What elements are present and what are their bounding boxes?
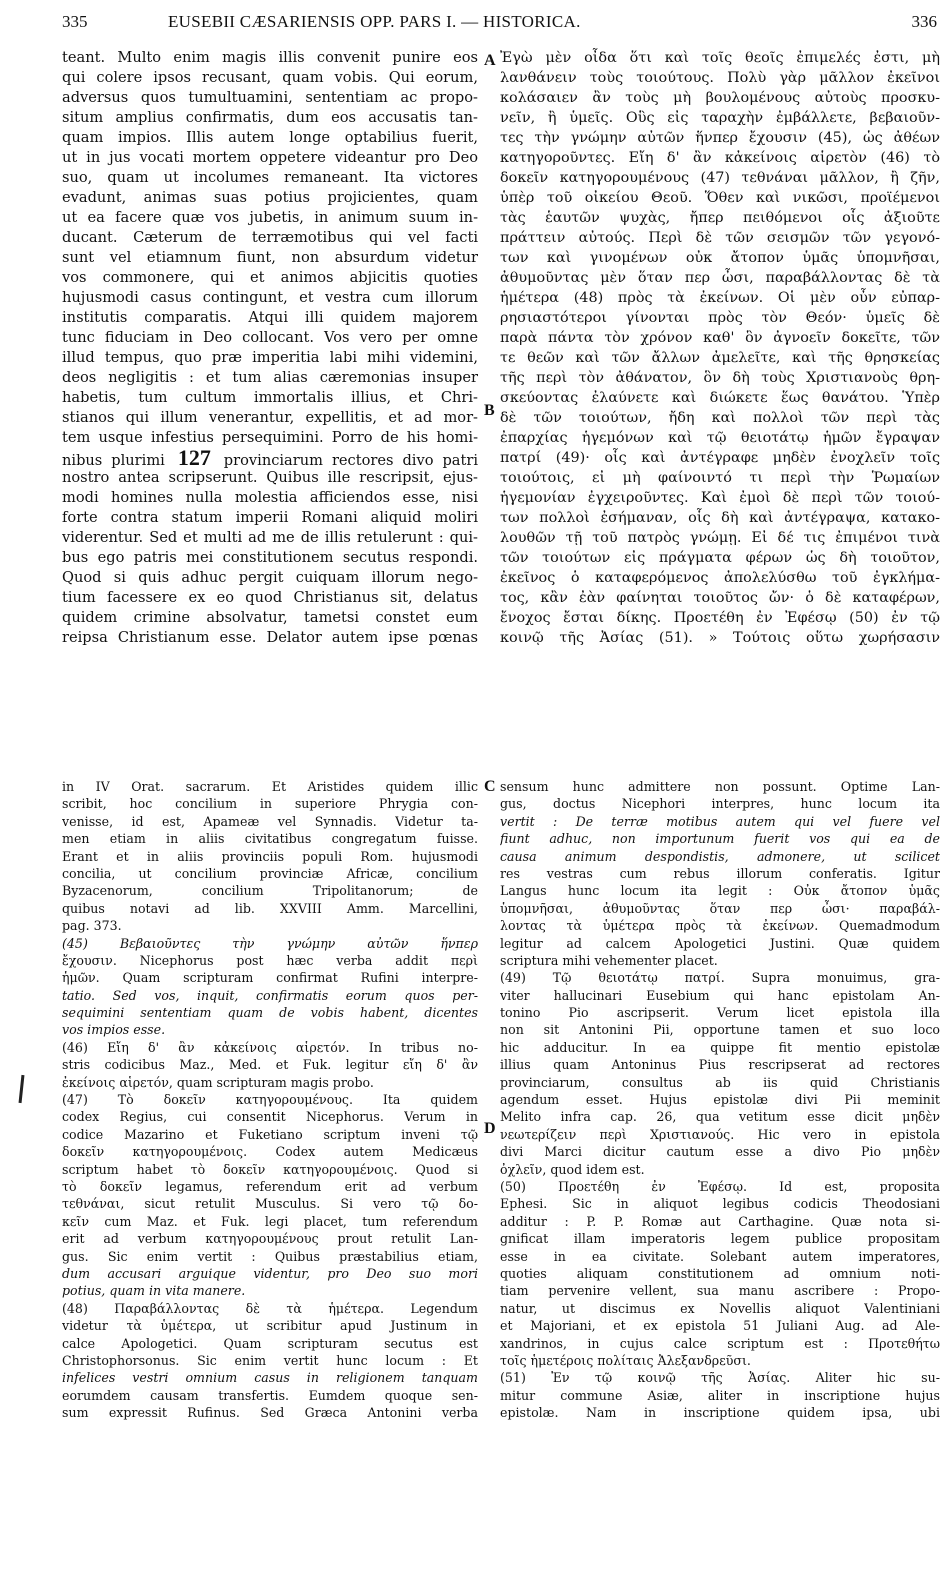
section-marker-d: D (484, 1120, 496, 1137)
section-marker-a: A (484, 52, 496, 69)
note-line: quoties aliquam constitutionem ad omnium noti- (500, 1265, 940, 1281)
text-line: hujusmodi casus contingunt, et vestra cum illorum (62, 289, 478, 306)
text-line: quidem crimine absolvatur, tametsi constet eum (62, 609, 478, 626)
note-line: sensum hunc admittere non possunt. Optime Lan- (500, 779, 940, 794)
note-line: ὀχλεῖν, quod idem est. (500, 1161, 645, 1177)
note-line: Christophorsonus. Sic enim vertit hunc locum : Et (62, 1352, 478, 1368)
text-line: quam impios. Illis autem longe optabilius fuerit, (62, 129, 478, 146)
note-line: Langus hunc locum ita legit : Οὐκ ἄτοπον ὑμᾶς (500, 883, 940, 899)
text-line: ἡμέτερα (48) πρὸς τὰ ἐκείνων. Οἱ μὲν οὖν εὐπαρ- (500, 290, 940, 306)
greek-text-column (500, 48, 940, 648)
note-line: ἐκείνοις αἱρετόν, quam scripturam magis probo. (62, 1074, 374, 1090)
note-line: epistolæ. Nam in inscriptione quidem ipsa, ubi (500, 1405, 940, 1421)
text-line: τος, κἂν ἐὰν φαίνηται τοιοῦτος ὤν· ὁ δὲ καταφέρων, (500, 590, 940, 606)
text-line: vos commonere, qui et animos abjicitis quoties (62, 269, 478, 286)
page-number-left: 335 (62, 12, 88, 31)
note-line: ἡμῶν. Quam scripturam confirmat Rufini interpre- (62, 970, 478, 986)
note-line: ὑπομνῆσαι, ἀθυμοῦντας ὅταν περ ὦσι· παραβάλ- (500, 900, 940, 916)
note-line: scriptura mihi vehementer placet. (500, 952, 718, 968)
text-line-with-page-number (62, 448, 478, 468)
note-line: κεῖν cum Maz. et Fuk. legi placet, tum referendum (62, 1213, 478, 1229)
text-line: qui colere ipsos recusant, quam vobis. Qui eorum, (62, 69, 478, 86)
text-line: ἐπαρχίας ἡγεμόνων καὶ τῷ θειοτάτῳ ἡμῶν ἔγραψαν (500, 430, 940, 446)
section-marker-c: C (484, 778, 496, 795)
note-line: dum accusari arguique videntur, pro Deo suo mori (62, 1265, 478, 1281)
text-line: Ἐγὼ μὲν οἶδα ὅτι καὶ τοῖς θεοῖς ἐπιμελές ἐστι, μὴ (500, 50, 940, 66)
note-line: mitur commune Asiæ, aliter in inscriptione hujus (500, 1387, 940, 1403)
text-line: tem usque infestius persequimini. Porro de his homi- (62, 429, 478, 446)
note-line: (50) Προετέθη ἐν Ἐφέσῳ. Id est, proposita (500, 1178, 940, 1194)
text-line: tium facessere ex eo quod Christianus sit, delatus (62, 589, 478, 606)
note-line: illius quam Antoninus Pius rescripserat ad rectores (500, 1057, 940, 1073)
note-line: gnificat illam imperatoris legem publice propositam (500, 1231, 940, 1247)
note-line: et Majoriani, et ex epistola 51 Juliani Aug. ad Ale- (500, 1318, 940, 1334)
note-line: tiam pervenire vellent, sua manu ascribere : Propo- (500, 1283, 940, 1299)
text-line: τῶν τοιούτων εἰς πράγματα φέρων ὡς δὴ τοιοῦτον, (500, 550, 940, 566)
text-line: deos negligitis : et tum alias cæremonias insuper (62, 369, 478, 386)
note-line: venisse, id est, Apameæ vel Synnadis. Videtur ta- (62, 813, 478, 829)
text-line: ἐκεῖνος ὁ καταφερόμενος ἀπολελύσθω τοῦ ἐγκλήμα- (500, 570, 940, 586)
note-line: τοῖς ἡμετέροις πολίταις Ἀλεξανδρεῦσι. (500, 1352, 751, 1368)
note-line: sequimini sententiam quam de vobis habent, dicentes (62, 1005, 478, 1021)
text-line: τῆς περὶ τὸν ἀθάνατον, ὃν δὴ τοὺς Χριστιανοὺς θρη- (500, 370, 940, 386)
margin-mark (19, 1075, 25, 1103)
note-line: (47) Τὸ δοκεῖν κατηγορουμένους. Ita quidem (62, 1092, 478, 1108)
note-line: men etiam in aliis civitatibus congregatum fuisse. (62, 831, 478, 847)
text-line: bus ego patris mei constitutionem secutus respondi. (62, 549, 478, 566)
text-fragment: provinciarum rectores divo patri (223, 452, 478, 468)
text-line: λουθῶν τῇ τοῦ πατρὸς γνώμῃ. Εἰ δέ τις ἐπιμένοι τινὰ (500, 530, 940, 546)
text-fragment: nibus plurimi (62, 452, 165, 468)
text-line: λανθάνειν τοὺς τοιούτους. Πολὺ γὰρ μᾶλλον ἐκεῖνοι (500, 70, 940, 86)
note-line: infelices vestri omnium casus in religionem tanquam (62, 1370, 478, 1386)
running-header (0, 12, 951, 36)
text-line: ἔνοχος ἔσται δίκης. Προετέθη ἐν Ἐφέσῳ (50) ἐν τῷ (500, 610, 940, 626)
text-line: nostro antea scripserunt. Quibus ille rescripsit, ejus- (62, 469, 478, 486)
note-line: provinciarum, consultus ab iis quid Christianis (500, 1074, 940, 1090)
notes-column-right (500, 778, 940, 1421)
text-line: ut in jus vocati mortem oppetere videantur pro Deo (62, 149, 478, 166)
note-line: gus, doctus Nicephori interpres, hunc locum ita (500, 796, 940, 812)
text-line: δὲ τῶν τοιούτων, ἤδη καὶ πολλοὶ τῶν περὶ τὰς (500, 410, 940, 426)
note-line: tonino Pio ascripserit. Verum licet epistola illa (500, 1005, 940, 1021)
text-line: ut ea facere quæ vos jubetis, in animum suum in- (62, 209, 478, 226)
text-line: tunc fiduciam in Deo collocant. Vos vero per omne (62, 329, 478, 346)
note-line: stris codicibus Maz., Med. et Fuk. legitur εἴη δ' ἂν (62, 1057, 478, 1073)
inline-page-number: 127 (177, 448, 211, 468)
note-line: vertit : De terræ motibus autem qui vel fuere vel (500, 813, 940, 829)
text-line: ἡγεμονίαν ἐγχειροῦντες. Καὶ ἐμοὶ δὲ περὶ τῶν τοιού- (500, 490, 940, 506)
note-line: causa animum despondistis, admonere, ut scilicet (500, 848, 940, 864)
text-line: τοιούτοις, εἰ μὴ φαίνοιντό τι περὶ τὴν Ῥωμαίων (500, 470, 940, 486)
text-line: illud tempus, quo præ imperitia labi mihi videmini, (62, 349, 478, 366)
text-line: δοκεῖν κατηγορουμένους (47) τεθνάναι μᾶλλον, ἢ ζῆν, (500, 170, 940, 186)
note-line: fiunt adhuc, non importunum fuerit vos qui ea de (500, 831, 940, 847)
note-line: τεθνάναι, sicut retulit Musculus. Si vero τῷ δο- (62, 1196, 478, 1212)
note-line: νεωτερίζειν περὶ Χριστιανούς. Hic vero in epistola (500, 1126, 940, 1142)
text-line: κοινῷ τῆς Ἀσίας (51). » Τούτοις οὕτω χωρήσασιν (500, 630, 940, 646)
text-line: stianos qui illum venerantur, expellitis, et ad mor- (62, 409, 478, 426)
text-line: κατηγοροῦντες. Εἴη δ' ἂν κἀκείνοις αἱρετὸν (46) τὸ (500, 150, 940, 166)
note-line: pag. 373. (62, 918, 122, 934)
notes-column-left (62, 778, 478, 1421)
text-line: πράττειν αὐτούς. Περὶ δὲ τῶν σεισμῶν τῶν γεγονό- (500, 230, 940, 246)
section-divider (62, 763, 942, 764)
note-line: scribit, hoc concilium in superiore Phrygia con- (62, 796, 478, 812)
text-line: situm amplius confirmatis, dum eos accusatis tan- (62, 109, 478, 126)
note-line: in IV Orat. sacrarum. Et Aristides quidem illic (62, 779, 478, 794)
text-line: sunt vel etiamnum fiunt, non absurdum videtur (62, 249, 478, 266)
note-line: ἔχουσιν. Nicephorus post hæc verba addit περὶ (62, 952, 478, 968)
note-line: (46) Εἴη δ' ἂν κἀκείνοις αἱρετόν. In tribus no- (62, 1039, 478, 1055)
note-line: codex Regius, cui consentit Nicephorus. Verum in (62, 1109, 478, 1125)
note-line: quibus notavi ad lib. XXVIII Amm. Marcellini, (62, 900, 478, 916)
note-line: (51) Ἐν τῷ κοινῷ τῆς Ἀσίας. Aliter hic su- (500, 1370, 940, 1386)
note-line: δοκεῖν κατηγορουμένοις. Codex autem Medicæus (62, 1144, 478, 1160)
note-line: divi Marci dicitur cautum esse a divo Pio μηδὲν (500, 1144, 940, 1160)
note-line: eorumdem causam transfertis. Eumdem quoque sen- (62, 1387, 478, 1403)
note-line: non sit Antonini Pii, opportune tamen et suo loco (500, 1022, 940, 1038)
note-line: esse in ea civitate. Solebant autem imperatores, (500, 1248, 940, 1264)
note-line: potius, quam in vita manere. (62, 1283, 246, 1299)
text-line: habetis, tum cultum immortalis illius, et Chri- (62, 389, 478, 406)
text-line: viderentur. Sed et multi ad me de illis retulerunt : qui- (62, 529, 478, 546)
text-line: forte contra statum imperii Romani aliquid moliri (62, 509, 478, 526)
text-line: modi homines nulla molestia afficiendos esse, nisi (62, 489, 478, 506)
note-line: λοντας τὰ ὑμέτερα πρὸς τὰ ἐκείνων. Quemadmodum (500, 918, 940, 934)
text-line: reipsa Christianum esse. Delator autem ipse pœnas (62, 629, 478, 646)
text-line: κολάσαιεν ἂν τοὺς μὴ βουλομένους αὐτοὺς προσκυ- (500, 90, 940, 106)
text-line: τὰς ἑαυτῶν ψυχὰς, ἤπερ πειθόμενοι οἷς ἀξιοῦτε (500, 210, 940, 226)
text-line: ducant. Cæterum de terræmotibus qui vel facti (62, 229, 478, 246)
text-line: παρὰ πάντα τὸν χρόνον καθ' ὃν ἀγνοεῖν δοκεῖτε, τῶν (500, 330, 940, 346)
note-line: (49) Τῷ θειοτάτῳ πατρί. Supra monuimus, gra- (500, 970, 940, 986)
page-number-right: 336 (911, 12, 937, 31)
note-line: additur : P. P. Romæ aut Carthagine. Quæ nota si- (500, 1213, 940, 1229)
note-line: vos impios esse. (62, 1022, 166, 1038)
text-line: Quod si quis adhuc pergit cuiquam illorum nego- (62, 569, 478, 586)
text-line: ἀθυμοῦντας μὲν ὅταν περ ὦσι, παραβάλλοντας δὲ τὰ (500, 270, 940, 286)
latin-text-column (62, 48, 478, 648)
note-line: erit ad verbum κατηγορουμένους prout retulit Lan- (62, 1231, 478, 1247)
note-line: Byzacenorum, concilium Tripolitanorum; de (62, 883, 478, 899)
note-line: gus. Sic enim vertit : Quibus præstabilius etiam, (62, 1248, 478, 1264)
note-line: (48) Παραβάλλοντας δὲ τὰ ἡμέτερα. Legendum (62, 1300, 478, 1316)
note-line: sum expressit Rufinus. Sed Græca Antonini verba (62, 1405, 478, 1421)
text-line: τε θεῶν καὶ τῶν ἄλλων ἀμελεῖτε, καὶ τῆς θρησκείας (500, 350, 940, 366)
note-line: scriptum habet τὸ δοκεῖν κατηγορουμένοις. Quod si (62, 1161, 478, 1177)
note-line: calce Apologetici. Quam scripturam secutus est (62, 1335, 478, 1351)
note-line: xandrinos, in cujus calce scriptum est : Προτεθήτω (500, 1335, 940, 1351)
section-marker-b: B (484, 402, 495, 419)
running-title: EUSEBII CÆSARIENSIS OPP. PARS I. — HISTORICA. (168, 12, 581, 31)
text-line: νεῖν, ἢ ὑμεῖς. Οὓς εἰς ταραχὴν ἐμβάλλετε, βεβαιοῦν- (500, 110, 940, 126)
note-line: viter hallucinari Eusebium qui hanc epistolam An- (500, 987, 940, 1003)
note-line: τὸ δοκεῖν legamus, referendum erit ad verbum (62, 1178, 478, 1194)
note-line: agendum esset. Hujus epistolæ divi Pii meminit (500, 1092, 940, 1108)
note-line: codice Mazarino et Fuketiano scriptum inveni τῷ (62, 1126, 478, 1142)
note-line: Ephesi. Sic in aliquot legibus codicis Theodosiani (500, 1196, 940, 1212)
text-line: teant. Multo enim magis illis convenit punire eos (62, 49, 478, 66)
note-line: Erant et in aliis provinciis populi Rom. hujusmodi (62, 848, 478, 864)
note-line: hic adducitur. In ea quippe fit mentio epistolæ (500, 1039, 940, 1055)
text-line: suo, quam ut incolumes remaneant. Ita victores (62, 169, 478, 186)
note-line: res vestras cum rebus illorum conferatis. Igitur (500, 865, 940, 881)
note-line: concilia, ut concilium provinciæ Africæ, concilium (62, 865, 478, 881)
text-line: ρησιαστότεροι γίνονται πρὸς τὸν Θεόν· ὑμεῖς δὲ (500, 310, 940, 326)
text-line: των πολλοὶ ἐσήμαναν, οἷς δὴ καὶ ἀντέγραψα, κατακο- (500, 510, 940, 526)
text-line: ὑπὲρ τοῦ οἰκείου Θεοῦ. Ὅθεν καὶ νικῶσι, προϊέμενοι (500, 190, 940, 206)
text-line: των καὶ γινομένων οὐκ ἄτοπον ὑμᾶς ὑπομνῆσαι, (500, 250, 940, 266)
text-line: evadunt, animas suas potius projicientes, quam (62, 189, 478, 206)
note-line: tatio. Sed vos, inquit, confirmatis eorum quos per- (62, 987, 478, 1003)
text-line: πατρί (49)· οἷς καὶ ἀντέγραφε μηδὲν ἐνοχλεῖν τοῖς (500, 450, 940, 466)
note-line: legitur ad calcem Apologetici Justini. Quæ quidem (500, 935, 940, 951)
text-line: adversus quos tumultuamini, sententiam ac propo- (62, 89, 478, 106)
text-line: institutis comparatis. Atqui illi quidem majorem (62, 309, 478, 326)
note-line: natur, ut discimus ex Novellis aliquot Valentiniani (500, 1300, 940, 1316)
text-line: τες τὴν γνώμην αὐτῶν ἥνπερ ἔχουσιν (45), ὡς ἀθέων (500, 130, 940, 146)
note-line: Melito infra cap. 26, qua vetitum esse dicit μηδὲν (500, 1109, 940, 1125)
note-line: videtur τὰ ὑμέτερα, ut scribitur apud Justinum in (62, 1318, 478, 1334)
note-line: (45) Βεβαιοῦντες τὴν γνώμην αὐτῶν ἥνπερ (62, 935, 478, 951)
text-line: σκεύοντας ἐλαύνετε καὶ διώκετε ἕως θανάτου. Ὑπὲρ (500, 390, 940, 406)
